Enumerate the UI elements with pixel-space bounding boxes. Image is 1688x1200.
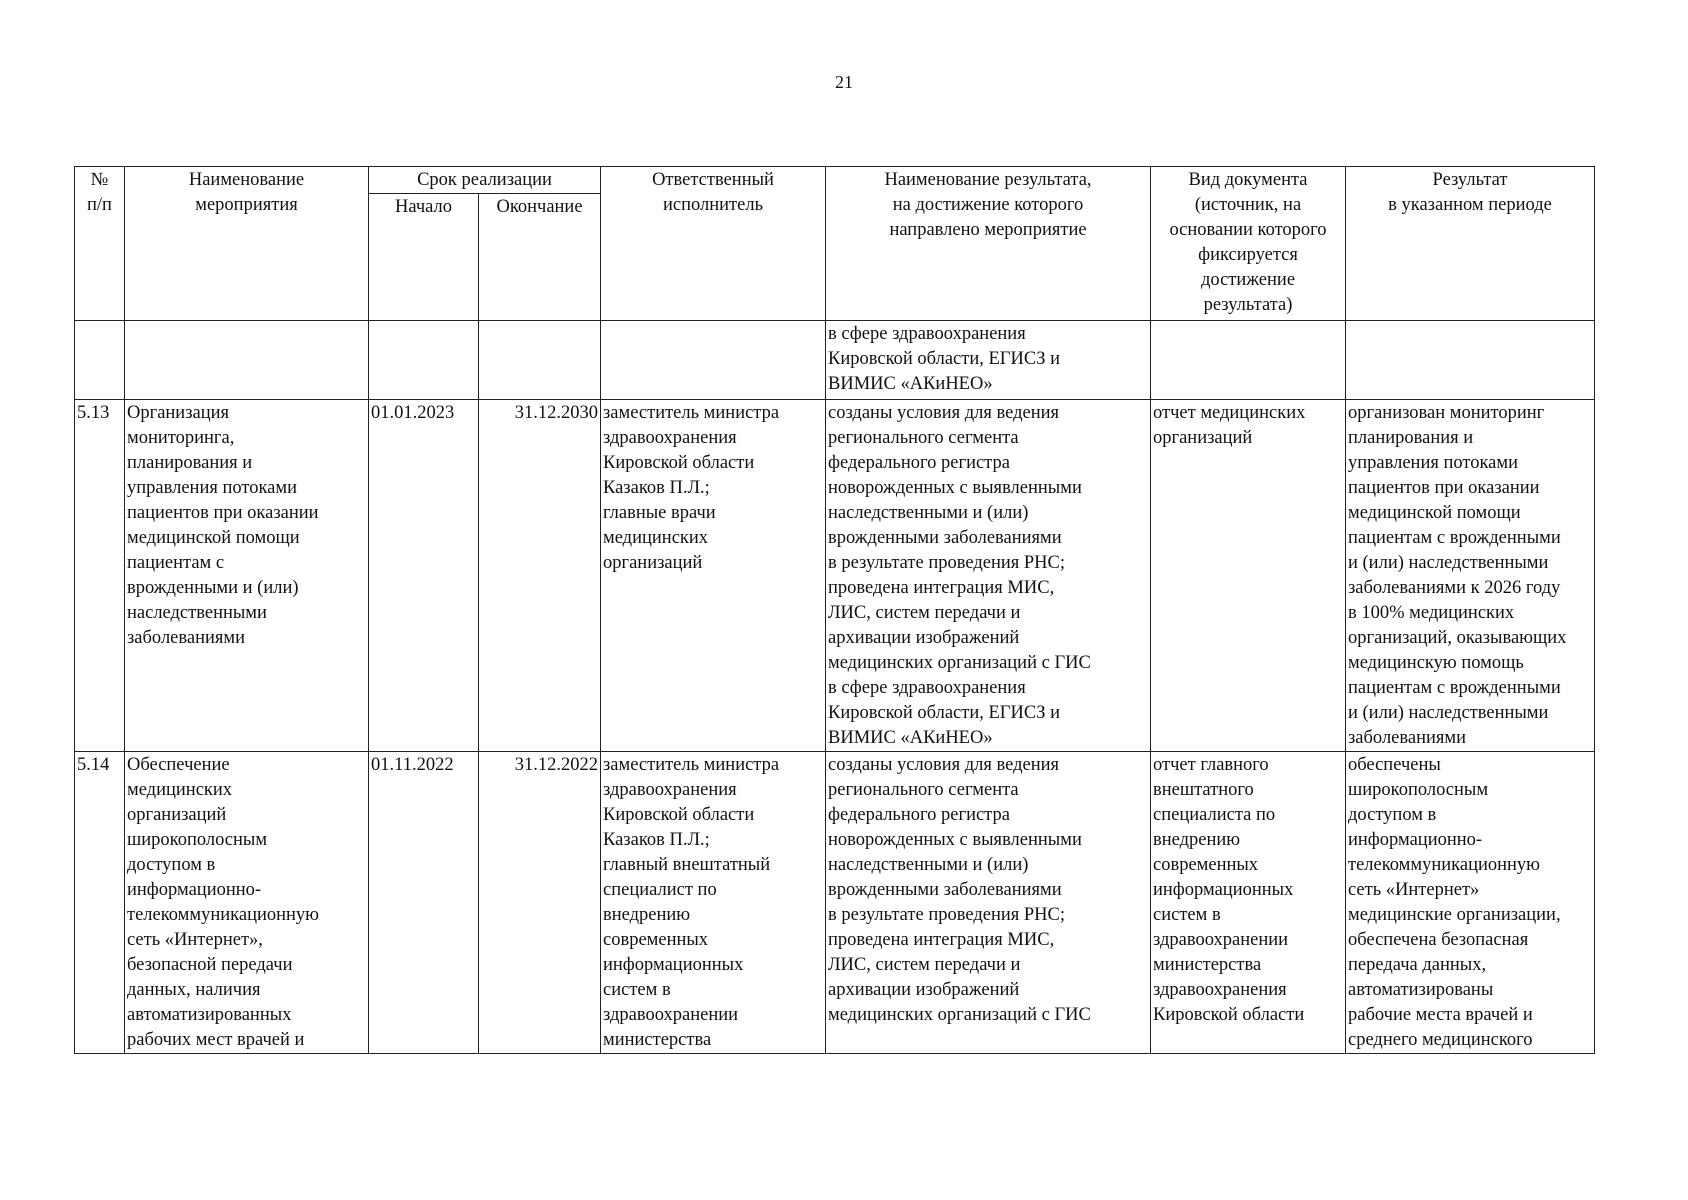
cell-empty — [1346, 321, 1595, 400]
header-end: Окончание — [479, 194, 601, 321]
cell-activity-name: Обеспечение медицинских организаций широкополосным доступом в информационно- телекоммуникационную сеть «Интернет», безопасной передачи данных, наличия автоматизированных рабочих мест врачей и — [125, 752, 369, 1054]
cell-start-date: 01.01.2023 — [369, 400, 479, 752]
cell-result-name: в сфере здравоохранения Кировской области, ЕГИСЗ и ВИМИС «АКиНЕО» — [826, 321, 1151, 400]
header-period: Срок реализации — [369, 167, 601, 194]
header-start: Начало — [369, 194, 479, 321]
cell-result: организован мониторинг планирования и управления потоками пациентов при оказании медицинской помощи пациентам с врожденными и (или) наследственными заболеваниями к 2026 году в 100% медицинских организаций, оказывающих медицинскую помощь пациентам с врожденными и (или) наследственными заболеваниями — [1346, 400, 1595, 752]
cell-activity-name: Организация мониторинга, планирования и управления потоками пациентов при оказании медицинской помощи пациентам с врожденными и (или) наследственными заболеваниями — [125, 400, 369, 752]
table-row — [75, 400, 1595, 752]
header-result: Результат в указанном периоде — [1346, 167, 1595, 321]
cell-empty — [1151, 321, 1346, 400]
cell-end-date: 31.12.2030 — [479, 400, 601, 752]
cell-end-date: 31.12.2022 — [479, 752, 601, 1054]
cell-document-type: отчет главного внештатного специалиста по внедрению современных информационных систем в здравоохранении министерства здравоохранения Кировской области — [1151, 752, 1346, 1054]
header-document-type: Вид документа (источник, на основании которого фиксируется достижение результата) — [1151, 167, 1346, 321]
table-row-continuation — [75, 321, 1595, 400]
activities-table — [74, 166, 1595, 1054]
cell-empty — [125, 321, 369, 400]
page-number: 21 — [835, 72, 853, 92]
cell-num: 5.14 — [75, 752, 125, 1054]
cell-result-name: созданы условия для ведения регионального сегмента федерального регистра новорожденных с выявленными наследственными и (или) врожденными заболеваниями в результате проведения РНС; проведена интеграция МИС, ЛИС, систем передачи и архивации изображений медицинских организаций с ГИС в сфере здравоохранения Кировской области, ЕГИСЗ и ВИМИС «АКиНЕО» — [826, 400, 1151, 752]
cell-start-date: 01.11.2022 — [369, 752, 479, 1054]
table-row — [75, 752, 1595, 1054]
cell-empty — [75, 321, 125, 400]
cell-empty — [601, 321, 826, 400]
cell-result: обеспечены широкополосным доступом в информационно- телекоммуникационную сеть «Интернет» медицинские организации, обеспечена безопасная передача данных, автоматизированы рабочие места врачей и среднего медицинского — [1346, 752, 1595, 1054]
cell-document-type: отчет медицинских организаций — [1151, 400, 1346, 752]
cell-result-name: созданы условия для ведения регионального сегмента федерального регистра новорожденных с выявленными наследственными и (или) врожденными заболеваниями в результате проведения РНС; проведена интеграция МИС, ЛИС, систем передачи и архивации изображений медицинских организаций с ГИС — [826, 752, 1151, 1054]
cell-responsible: заместитель министра здравоохранения Кировской области Казаков П.Л.; главные врачи медицинских организаций — [601, 400, 826, 752]
header-result-name: Наименование результата, на достижение которого направлено мероприятие — [826, 167, 1151, 321]
header-num: № п/п — [75, 167, 125, 321]
header-responsible: Ответственный исполнитель — [601, 167, 826, 321]
cell-num: 5.13 — [75, 400, 125, 752]
header-activity-name: Наименование мероприятия — [125, 167, 369, 321]
cell-empty — [369, 321, 479, 400]
cell-empty — [479, 321, 601, 400]
cell-responsible: заместитель министра здравоохранения Кировской области Казаков П.Л.; главный внештатный специалист по внедрению современных информационных систем в здравоохранении министерства — [601, 752, 826, 1054]
